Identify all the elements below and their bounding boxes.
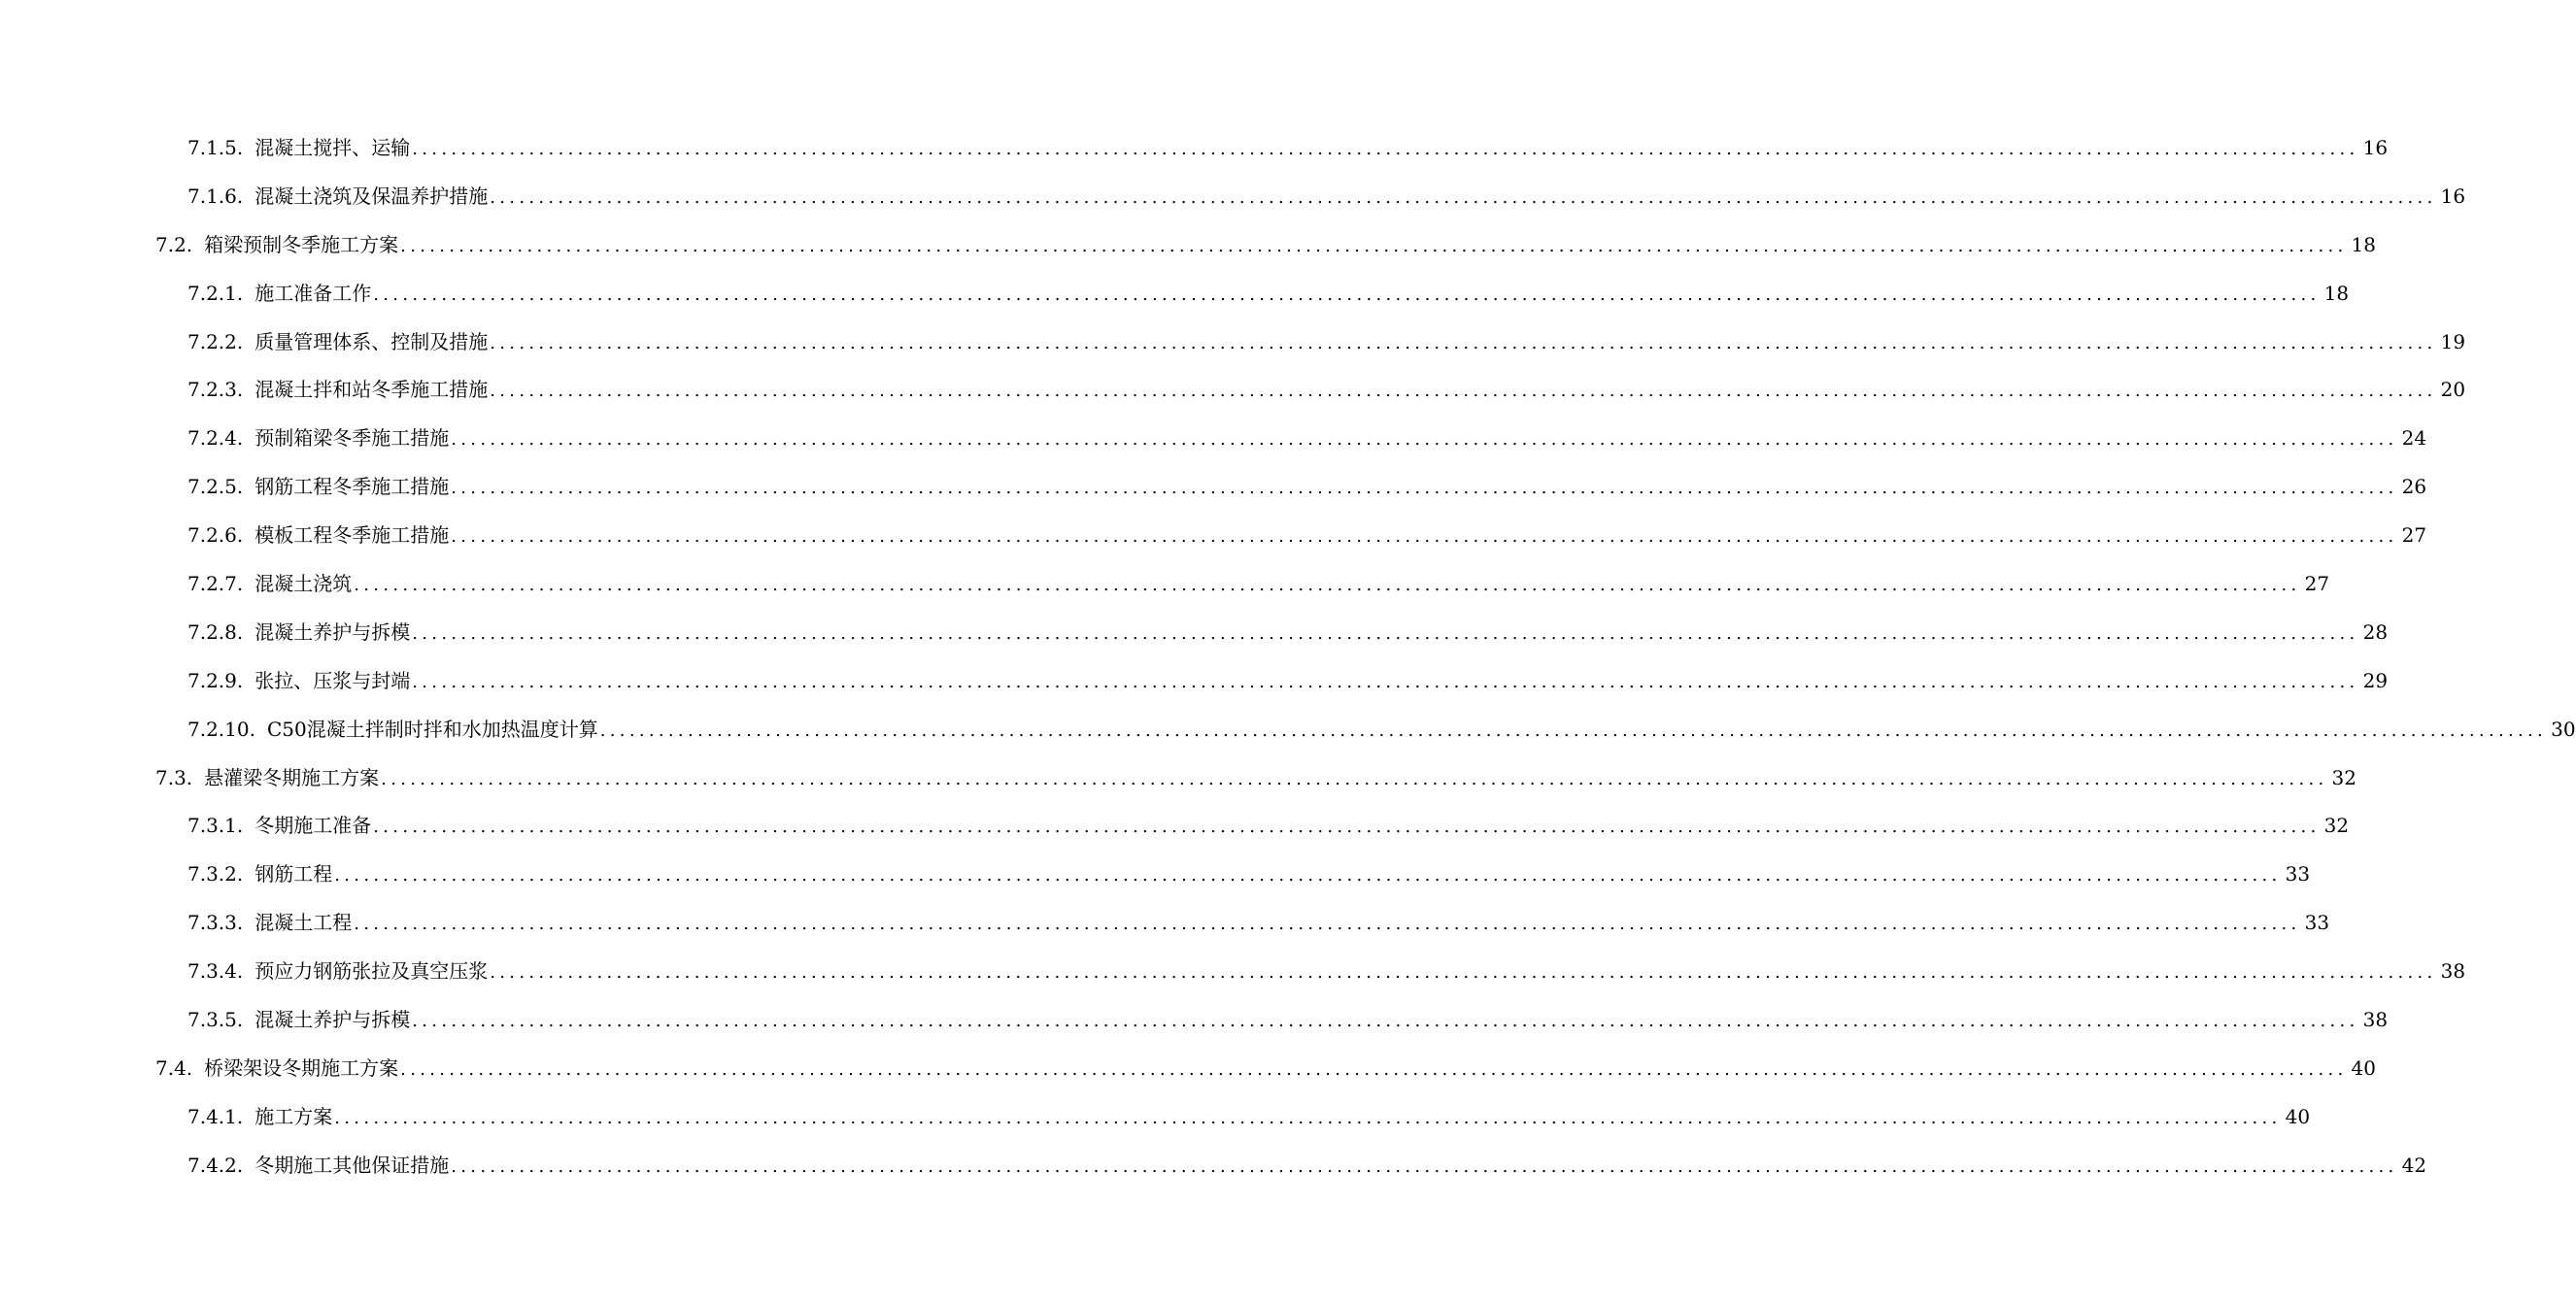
- toc-entry[interactable]: [0, 172, 2466, 220]
- toc-entry-title: 箱梁预制冬季施工方案: [204, 232, 399, 256]
- toc-entry-page-number: 42: [2401, 1153, 2427, 1177]
- toc-entry-page-number: 30: [2551, 717, 2576, 741]
- toc-entry[interactable]: [0, 511, 2427, 559]
- toc-entry-title: 预制箱梁冬季施工措施: [254, 426, 450, 451]
- toc-entry-number: 7.2.2.: [187, 329, 244, 353]
- toc-entry[interactable]: [0, 220, 2376, 269]
- toc-entry-number: 7.2.6.: [187, 523, 244, 548]
- toc-entry-number: 7.4.: [155, 1055, 193, 1080]
- toc-entry-title: 张拉、压浆与封端: [254, 668, 411, 692]
- toc-entry-number: 7.3.: [155, 765, 193, 789]
- toc-entry-number: 7.2.10.: [187, 717, 255, 741]
- toc-entry[interactable]: [0, 414, 2427, 462]
- toc-entry-page-number: 40: [2285, 1104, 2311, 1128]
- toc-dot-leader: ........................................................................................................................................................................................................: [354, 574, 2301, 595]
- toc-entry[interactable]: [0, 705, 2576, 753]
- toc-entry-title: 模板工程冬季施工措施: [254, 523, 450, 548]
- toc-dot-leader: ........................................................................................................................................................................................................: [451, 1155, 2398, 1177]
- toc-entry-page-number: 24: [2401, 426, 2427, 451]
- toc-entry-number: 7.4.1.: [187, 1104, 244, 1128]
- toc-entry[interactable]: [0, 123, 2389, 172]
- toc-dot-leader: ........................................................................................................................................................................................................: [400, 1058, 2348, 1080]
- toc-entry[interactable]: [0, 995, 2389, 1044]
- toc-entry-title: 冬期施工其他保证措施: [254, 1153, 450, 1177]
- toc-entry-page-number: 26: [2401, 475, 2427, 499]
- toc-entry-title: 混凝土拌和站冬季施工措施: [254, 378, 489, 402]
- toc-entry-number: 7.3.4.: [187, 959, 244, 984]
- toc-entry-page-number: 27: [2304, 571, 2330, 595]
- toc-entry-title: 悬灌梁冬期施工方案: [204, 765, 380, 789]
- toc-entry[interactable]: [0, 753, 2356, 802]
- toc-entry[interactable]: [0, 365, 2466, 414]
- toc-entry-number: 7.2.7.: [187, 571, 244, 595]
- toc-dot-leader: ........................................................................................................................................................................................................: [451, 478, 2398, 499]
- toc-entry-number: 7.3.5.: [187, 1007, 244, 1031]
- toc-entry[interactable]: [0, 608, 2389, 656]
- toc-dot-leader: ........................................................................................................................................................................................................: [354, 914, 2301, 935]
- toc-entry[interactable]: [0, 318, 2466, 366]
- toc-entry-number: 7.1.6.: [187, 184, 244, 208]
- toc-entry-number: 7.3.1.: [187, 814, 244, 838]
- toc-entry-page-number: 18: [2351, 232, 2376, 256]
- toc-entry-title: 施工方案: [254, 1104, 333, 1128]
- toc-dot-leader: ........................................................................................................................................................................................................: [373, 284, 2321, 305]
- toc-dot-leader: ........................................................................................................................................................................................................: [451, 526, 2398, 548]
- toc-entry-page-number: 20: [2440, 378, 2466, 402]
- toc-entry-title: 混凝土养护与拆模: [254, 1007, 411, 1031]
- toc-entry-page-number: 32: [2331, 765, 2356, 789]
- toc-entry-page-number: 16: [2362, 135, 2389, 159]
- toc-entry-page-number: 40: [2351, 1055, 2376, 1080]
- toc-dot-leader: ........................................................................................................................................................................................................: [412, 622, 2359, 644]
- toc-dot-leader: ........................................................................................................................................................................................................: [490, 381, 2437, 402]
- toc-entry[interactable]: [0, 898, 2330, 947]
- toc-entry-title: 钢筋工程: [254, 862, 333, 887]
- toc-entry-number: 7.2.3.: [187, 378, 244, 402]
- toc-dot-leader: ........................................................................................................................................................................................................: [490, 186, 2437, 208]
- toc-entry-title: 桥梁架设冬期施工方案: [204, 1055, 399, 1080]
- toc-dot-leader: ........................................................................................................................................................................................................: [334, 865, 2282, 887]
- toc-dot-leader: ........................................................................................................................................................................................................: [599, 719, 2548, 741]
- table-of-contents: [0, 123, 2576, 1189]
- toc-entry-title: 质量管理体系、控制及措施: [254, 329, 489, 353]
- toc-entry-number: 7.1.5.: [187, 135, 244, 159]
- toc-dot-leader: ........................................................................................................................................................................................................: [412, 671, 2359, 692]
- toc-dot-leader: ........................................................................................................................................................................................................: [451, 429, 2398, 451]
- toc-dot-leader: ........................................................................................................................................................................................................: [412, 138, 2359, 159]
- toc-entry-page-number: 32: [2323, 814, 2350, 838]
- toc-entry-page-number: 29: [2362, 668, 2389, 692]
- toc-entry[interactable]: [0, 269, 2350, 318]
- toc-entry[interactable]: [0, 850, 2311, 898]
- toc-entry-page-number: 19: [2440, 329, 2466, 353]
- toc-entry-number: 7.2.9.: [187, 668, 244, 692]
- toc-entry-title: C50混凝土拌制时拌和水加热温度计算: [266, 717, 598, 741]
- toc-dot-leader: ........................................................................................................................................................................................................: [334, 1107, 2282, 1128]
- toc-entry-number: 7.3.2.: [187, 862, 244, 887]
- toc-entry-title: 预应力钢筋张拉及真空压浆: [254, 959, 489, 984]
- toc-entry-page-number: 33: [2285, 862, 2311, 887]
- toc-entry-title: 施工准备工作: [254, 281, 372, 305]
- toc-entry[interactable]: [0, 1141, 2427, 1189]
- toc-entry[interactable]: [0, 559, 2330, 608]
- toc-entry-page-number: 38: [2362, 1007, 2389, 1031]
- toc-entry[interactable]: [0, 656, 2389, 705]
- toc-dot-leader: ........................................................................................................................................................................................................: [381, 768, 2328, 789]
- toc-entry-number: 7.2.: [155, 232, 193, 256]
- toc-entry-page-number: 18: [2323, 281, 2350, 305]
- toc-entry[interactable]: [0, 947, 2466, 995]
- toc-entry-number: 7.4.2.: [187, 1153, 244, 1177]
- toc-entry-number: 7.3.3.: [187, 911, 244, 935]
- toc-entry[interactable]: [0, 462, 2427, 511]
- toc-entry-page-number: 28: [2362, 619, 2389, 644]
- toc-dot-leader: ........................................................................................................................................................................................................: [373, 817, 2321, 838]
- toc-entry-number: 7.2.8.: [187, 619, 244, 644]
- toc-entry-page-number: 38: [2440, 959, 2466, 984]
- toc-entry-title: 混凝土浇筑及保温养护措施: [254, 184, 489, 208]
- toc-dot-leader: ........................................................................................................................................................................................................: [490, 332, 2437, 353]
- toc-entry-number: 7.2.4.: [187, 426, 244, 451]
- toc-entry-number: 7.2.5.: [187, 475, 244, 499]
- toc-entry-title: 混凝土浇筑: [254, 571, 353, 595]
- toc-entry-number: 7.2.1.: [187, 281, 244, 305]
- toc-entry-title: 混凝土养护与拆模: [254, 619, 411, 644]
- toc-entry-page-number: 33: [2304, 911, 2330, 935]
- toc-dot-leader: ........................................................................................................................................................................................................: [400, 235, 2348, 256]
- toc-entry-page-number: 27: [2401, 523, 2427, 548]
- toc-entry-title: 混凝土搅拌、运输: [254, 135, 411, 159]
- toc-entry[interactable]: [0, 1044, 2376, 1092]
- toc-entry[interactable]: [0, 801, 2350, 850]
- toc-dot-leader: ........................................................................................................................................................................................................: [412, 1010, 2359, 1031]
- toc-dot-leader: ........................................................................................................................................................................................................: [490, 962, 2437, 984]
- toc-entry-page-number: 16: [2440, 184, 2466, 208]
- toc-entry[interactable]: [0, 1092, 2311, 1141]
- toc-entry-title: 冬期施工准备: [254, 814, 372, 838]
- toc-entry-title: 混凝土工程: [254, 911, 353, 935]
- toc-entry-title: 钢筋工程冬季施工措施: [254, 475, 450, 499]
